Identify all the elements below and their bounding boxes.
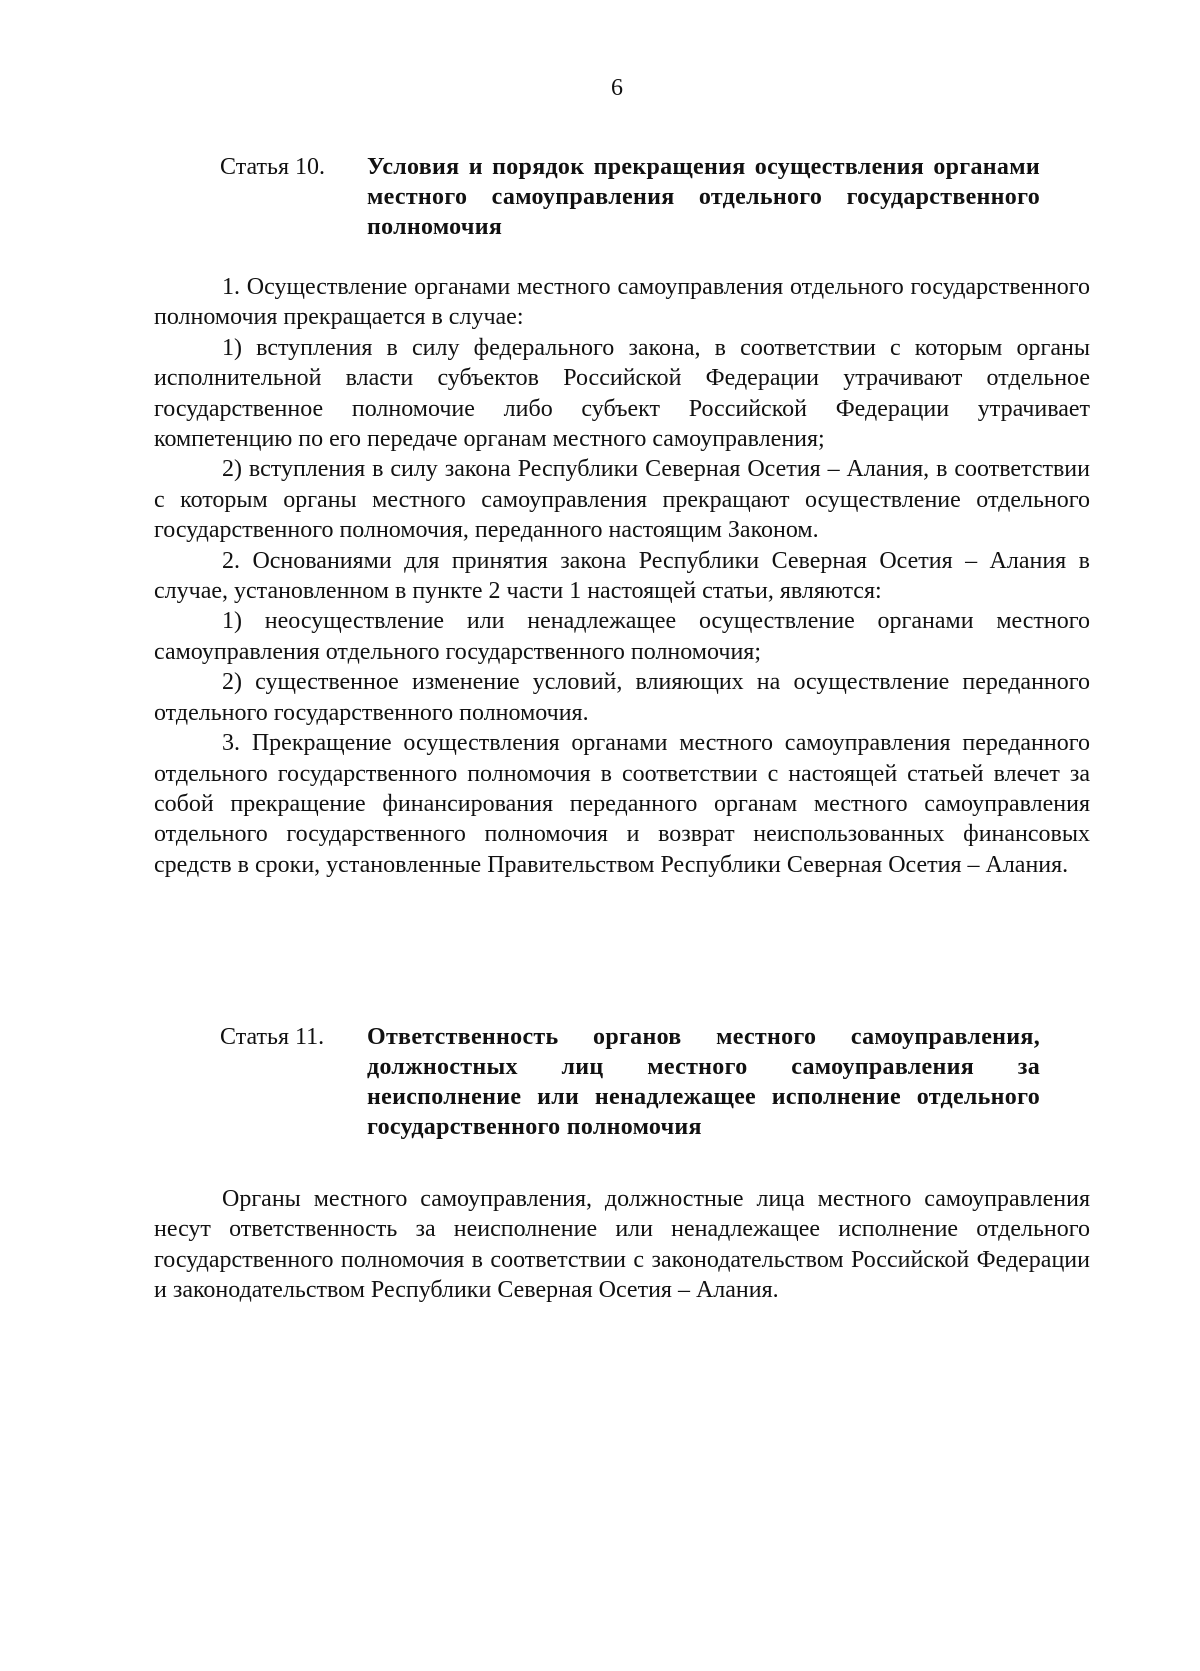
article-10-paragraph-2-item-2: 2) существенное изменение условий, влияющих на осуществление переданного отдельного государственного полномочия. — [154, 669, 1090, 726]
article-11-heading — [220, 1022, 1040, 1142]
article-10-paragraph-3: 3. Прекращение осуществления органами местного самоуправления переданного отдельного государственного полномочия в соответствии с настоящей статьей влечет за собой прекращение финансирования переданного органам местного самоуправления отдельного государственного полномочия и возврат неиспользованных финансовых средств в сроки, установленные Правительством Республики Северная Осетия – Алания. — [154, 730, 1090, 878]
article-10-paragraph-2: 2. Основаниями для принятия закона Республики Северная Осетия – Алания в случае, установленном в пункте 2 части 1 настоящей статьи, являются: — [154, 547, 1090, 605]
article-10-heading — [220, 152, 1040, 242]
article-11-paragraph-1: Органы местного самоуправления, должностные лица местного самоуправления несут ответственность за неисполнение или ненадлежащее исполнение отдельного государственного полномочия в соответствии с законодательством Российской Федерации и законодательством Республики Северная Осетия – Алания. — [154, 1186, 1090, 1304]
article-10-title: Условия и порядок прекращения осуществления органами местного самоуправления отдельного государственного полномочия — [367, 154, 1040, 240]
article-11-title: Ответственность органов местного самоуправления, должностных лиц местного самоуправления за неисполнение или ненадлежащее исполнение отдельного государственного полномочия — [367, 1024, 1040, 1140]
article-11-body — [154, 1184, 1090, 1306]
article-10-body — [154, 272, 1090, 880]
article-11-label: Статья 11. — [220, 1024, 325, 1050]
article-10-paragraph-1: 1. Осуществление органами местного самоуправления отдельного государственного полномочия прекращается в случае: — [154, 274, 1090, 331]
article-10-paragraph-1-item-1: 1) вступления в силу федерального закона, в соответствии с которым органы исполнительной власти субъектов Российской Федерации утрачивают отдельное государственное полномочие либо субъект Российской Федерации утрачивает компетенцию по его передаче органам местного самоуправления; — [154, 334, 1090, 453]
article-10-paragraph-2-item-1: 1) неосуществление или ненадлежащее осуществление органами местного самоуправления отдельного государственного полномочия; — [154, 608, 1090, 665]
page-number: 6 — [611, 75, 623, 101]
article-10-paragraph-1-item-2: 2) вступления в силу закона Республики Северная Осетия – Алания, в соответствии с которым органы местного самоуправления прекращают осуществление отдельного государственного полномочия, переданного настоящим Законом. — [154, 456, 1090, 544]
article-10-label: Статья 10. — [220, 154, 325, 180]
